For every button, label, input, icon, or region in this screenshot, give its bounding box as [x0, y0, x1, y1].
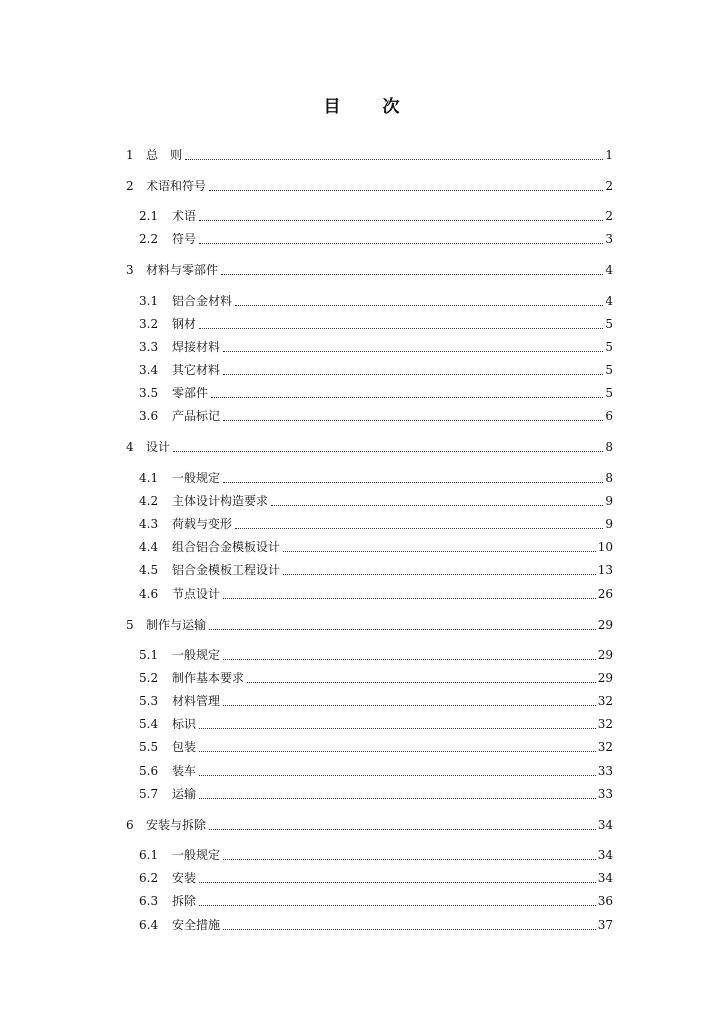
toc-entry-number: 3.2	[139, 317, 159, 331]
toc-entry-title: 荷载与变形	[172, 517, 233, 531]
toc-entry-title: 一般规定	[172, 648, 221, 662]
toc-entry-title: 节点设计	[172, 587, 221, 601]
toc-entry-page-number: 32	[597, 740, 613, 754]
dot-leader	[223, 928, 596, 930]
toc-entry	[126, 438, 613, 456]
toc-entry-title: 安装	[172, 871, 197, 885]
dot-leader	[209, 628, 596, 630]
toc-entry-title: 安装与拆除	[146, 818, 207, 832]
toc-entry-title: 焊接材料	[172, 340, 221, 354]
toc-entry-page-number: 32	[597, 717, 613, 731]
toc-entry	[139, 846, 613, 864]
dot-leader	[173, 450, 603, 452]
toc-entry	[139, 585, 613, 603]
toc-entry-number: 5.3	[139, 694, 159, 708]
toc-entry	[139, 492, 613, 510]
toc-entry-page-number: 26	[597, 587, 613, 601]
toc-entry-title: 组合铝合金模板设计	[172, 540, 281, 554]
toc-entry-title: 其它材料	[172, 363, 221, 377]
toc-entry-page-number: 34	[597, 848, 613, 862]
dot-leader	[185, 158, 603, 160]
toc-entry-number: 3.6	[139, 409, 159, 423]
toc-entry-page-number: 4	[605, 294, 613, 308]
toc-entry-title: 材料与零部件	[146, 263, 219, 277]
toc-entry-page-number: 37	[597, 918, 613, 932]
dot-leader	[209, 189, 603, 191]
dot-leader	[223, 419, 603, 421]
toc-entry	[139, 916, 613, 934]
toc-entry-number: 3.5	[139, 386, 159, 400]
toc-entry-number: 3.3	[139, 340, 159, 354]
toc-entry-page-number: 3	[605, 232, 613, 246]
toc-entry-number: 4.3	[139, 517, 159, 531]
toc-entry-page-number: 10	[597, 540, 613, 554]
toc-entry-page-number: 9	[605, 517, 613, 531]
toc-entry-title: 拆除	[172, 894, 197, 908]
page-title: 目 次	[323, 97, 418, 117]
toc-entry-page-number: 29	[597, 648, 613, 662]
toc-entry-page-number: 33	[597, 764, 613, 778]
dot-leader	[223, 597, 596, 599]
toc-entry-title: 零部件	[172, 386, 209, 400]
toc-entry-page-number: 33	[597, 787, 613, 801]
toc-entry-page-number: 8	[605, 440, 613, 454]
dot-leader	[199, 797, 596, 799]
toc-entry	[139, 669, 613, 687]
toc-entry-page-number: 4	[605, 263, 613, 277]
toc-entry-number: 3.1	[139, 294, 159, 308]
toc-entry-number: 6.3	[139, 894, 159, 908]
toc-entry-number: 5.2	[139, 671, 159, 685]
dot-leader	[199, 904, 596, 906]
toc-entry	[126, 261, 613, 279]
toc-entry-page-number: 5	[605, 386, 613, 400]
dot-leader	[223, 704, 596, 706]
toc-entry	[139, 738, 613, 756]
dot-leader	[247, 681, 596, 683]
toc-entry-title: 装车	[172, 764, 197, 778]
toc-entry-title: 一般规定	[172, 848, 221, 862]
toc-entry-number: 4.6	[139, 587, 159, 601]
toc-entry-title: 设计	[146, 440, 171, 454]
toc-entry-page-number: 2	[605, 209, 613, 223]
toc-entry-page-number: 5	[605, 317, 613, 331]
dot-leader	[199, 727, 596, 729]
toc-entry-title: 总 则	[146, 148, 183, 162]
toc-entry-number: 4.4	[139, 540, 159, 554]
toc-entry-page-number: 5	[605, 363, 613, 377]
dot-leader	[199, 774, 596, 776]
toc-entry-number: 5.7	[139, 787, 159, 801]
dot-leader	[199, 750, 596, 752]
toc-entry-number: 5.6	[139, 764, 159, 778]
toc-entry-title: 术语	[172, 209, 197, 223]
toc-entry-number: 6.1	[139, 848, 159, 862]
toc-entry-number: 4.1	[139, 471, 159, 485]
toc-entry-page-number: 6	[605, 409, 613, 423]
toc-entry-page-number: 9	[605, 494, 613, 508]
toc-entry-page-number: 5	[605, 340, 613, 354]
toc-entry-number: 6.2	[139, 871, 159, 885]
toc-entry-title: 铝合金模板工程设计	[172, 563, 281, 577]
toc-entry-number: 5.5	[139, 740, 159, 754]
toc-entry	[139, 407, 613, 425]
dot-leader	[223, 858, 596, 860]
dot-leader	[199, 327, 603, 329]
toc-entry	[126, 177, 613, 195]
toc-entry	[139, 561, 613, 579]
toc-entry	[139, 869, 613, 887]
dot-leader	[223, 373, 603, 375]
toc-entry	[126, 146, 613, 164]
toc-entry	[139, 292, 613, 310]
toc-entry	[139, 469, 613, 487]
toc-entry-title: 产品标记	[172, 409, 221, 423]
toc-entry	[139, 692, 613, 710]
dot-leader	[235, 527, 603, 529]
toc-entry-number: 2	[126, 179, 134, 193]
toc-entry	[139, 384, 613, 402]
toc-entry	[139, 646, 613, 664]
toc-entry-title: 制作与运输	[146, 618, 207, 632]
dot-leader	[235, 304, 603, 306]
dot-leader	[283, 573, 596, 575]
dot-leader	[199, 242, 603, 244]
dot-leader	[223, 481, 603, 483]
toc-entry-page-number: 8	[605, 471, 613, 485]
toc-entry	[139, 892, 613, 910]
dot-leader	[283, 550, 596, 552]
toc-entry-number: 6.4	[139, 918, 159, 932]
toc-entry-title: 制作基本要求	[172, 671, 245, 685]
toc-entry-title: 符号	[172, 232, 197, 246]
toc-entry-page-number: 29	[597, 671, 613, 685]
toc-entry-page-number: 32	[597, 694, 613, 708]
toc-entry	[139, 515, 613, 533]
dot-leader	[209, 828, 596, 830]
toc-entry-number: 4.5	[139, 563, 159, 577]
toc-entry-number: 4	[126, 440, 134, 454]
toc-entry-title: 运输	[172, 787, 197, 801]
toc-entry-number: 3	[126, 263, 134, 277]
toc-entry-page-number: 29	[597, 618, 613, 632]
toc-entry-page-number: 34	[597, 871, 613, 885]
toc-entry-number: 3.4	[139, 363, 159, 377]
toc-entry-title: 主体设计构造要求	[172, 494, 269, 508]
toc-entry-number: 6	[126, 818, 134, 832]
toc-entry-title: 包装	[172, 740, 197, 754]
toc-entry-title: 术语和符号	[146, 179, 207, 193]
toc-entry-number: 2.1	[139, 209, 159, 223]
dot-leader	[271, 504, 603, 506]
toc-entry-number: 5.4	[139, 717, 159, 731]
toc-entry	[139, 230, 613, 248]
dot-leader	[223, 658, 596, 660]
toc-entry-title: 材料管理	[172, 694, 221, 708]
toc-entry-title: 铝合金材料	[172, 294, 233, 308]
toc-entry	[139, 715, 613, 733]
toc-entry-number: 5.1	[139, 648, 159, 662]
toc-entry-number: 4.2	[139, 494, 159, 508]
toc-entry	[126, 616, 613, 634]
toc-entry-page-number: 13	[597, 563, 613, 577]
toc-entry-title: 安全措施	[172, 918, 221, 932]
toc-entry-title: 钢材	[172, 317, 197, 331]
toc-entry-number: 5	[126, 618, 134, 632]
toc-entry-number: 2.2	[139, 232, 159, 246]
toc-entry-page-number: 1	[605, 148, 613, 162]
toc-entry	[139, 338, 613, 356]
toc-entry-page-number: 2	[605, 179, 613, 193]
toc-entry-page-number: 36	[597, 894, 613, 908]
toc-entry	[139, 762, 613, 780]
toc-entry-title: 一般规定	[172, 471, 221, 485]
toc-entry-page-number: 34	[597, 818, 613, 832]
toc-entry	[139, 207, 613, 225]
toc-entry	[139, 785, 613, 803]
toc-entry	[139, 361, 613, 379]
dot-leader	[199, 881, 596, 883]
toc-entry-number: 1	[126, 148, 134, 162]
toc-entry-title: 标识	[172, 717, 197, 731]
toc-entry	[126, 816, 613, 834]
toc-entry	[139, 315, 613, 333]
dot-leader	[221, 273, 603, 275]
dot-leader	[211, 396, 603, 398]
toc-entry	[139, 538, 613, 556]
dot-leader	[199, 219, 603, 221]
dot-leader	[223, 350, 603, 352]
